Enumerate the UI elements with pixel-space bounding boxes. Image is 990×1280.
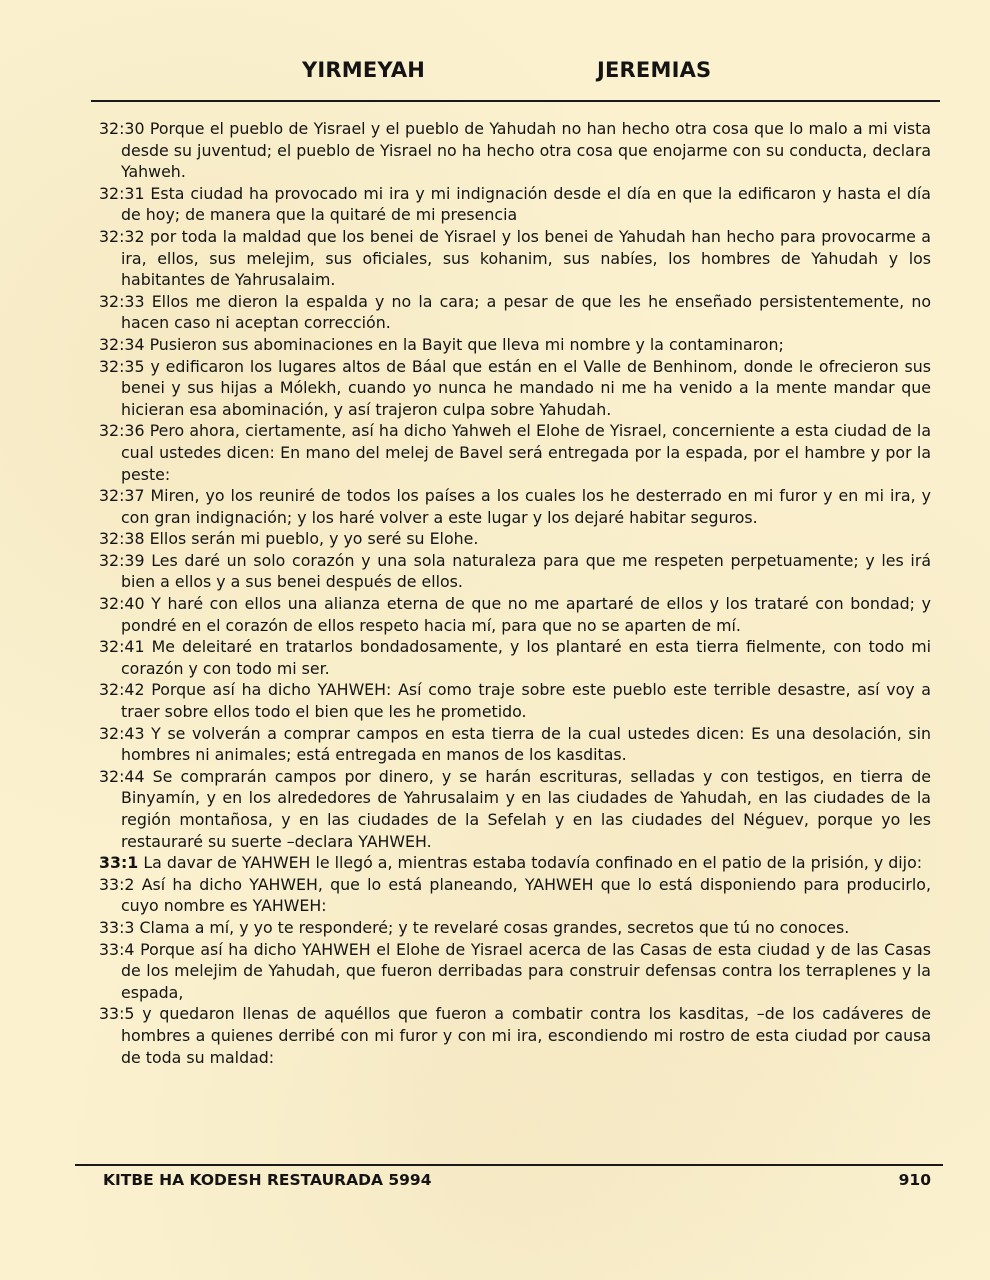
- verse: [99, 334, 931, 356]
- verse-text: Pero ahora, ciertamente, así ha dicho Yahweh el Elohe de Yisrael, concerniente a esta ciudad de la cual ustedes dicen: En mano del melej de Bavel será entregada por la espada, por el hambre y por la peste:: [121, 421, 931, 484]
- verse-number: 33:3: [99, 917, 135, 937]
- verse-number: 32:35: [99, 356, 145, 376]
- verse-number: 33:4: [99, 939, 135, 959]
- verse-text: Así ha dicho YAHWEH, que lo está planeando, YAHWEH que lo está disponiendo para producirlo, cuyo nombre es YAHWEH:: [121, 874, 931, 916]
- verse-number: 32:33: [99, 291, 145, 311]
- verse-number: 32:42: [99, 680, 145, 700]
- verse-number: 32:36: [99, 421, 145, 441]
- verse-text: La davar de YAHWEH le llegó a, mientras estaba todavía confinado en el patio de la prisión, y dijo:: [143, 853, 923, 873]
- verse: [99, 939, 931, 1004]
- verse: [99, 226, 931, 291]
- running-title-spanish: JEREMIAS: [597, 58, 712, 82]
- footer-divider: [75, 1164, 943, 1166]
- verse: [99, 291, 931, 334]
- verse: [99, 356, 931, 421]
- verse-number: 32:39: [99, 550, 145, 570]
- book-title: KITBE HA KODESH RESTAURADA 5994: [103, 1171, 432, 1189]
- verse-number: 32:32: [99, 226, 145, 246]
- verse: [99, 874, 931, 917]
- verse-text: Y se volverán a comprar campos en esta tierra de la cual ustedes dicen: Es una desolación, sin hombres ni animales; está entregada en manos de los kasditas.: [121, 723, 931, 765]
- verse: [99, 183, 931, 226]
- running-title-hebrew: YIRMEYAH: [302, 58, 426, 82]
- verse-number: 32:31: [99, 183, 145, 203]
- verse-number: 32:40: [99, 594, 145, 614]
- verse-number: 32:30: [99, 119, 145, 138]
- verse: [99, 528, 931, 550]
- verse: [99, 679, 931, 722]
- verse: [99, 636, 931, 679]
- verse-number: 33:2: [99, 874, 135, 894]
- verse-text: Les daré un solo corazón y una sola naturaleza para que me respeten perpetuamente; y les irá bien a ellos y a sus benei después de ellos.: [121, 550, 931, 592]
- verse-text: y edificaron los lugares altos de Báal que están en el Valle de Benhinom, donde le ofrecieron sus benei y sus hijas a Mólekh, cuando yo nunca he mandado ni me ha venido a la mente mandar que hicieran esa abominación, y así trajeron culpa sobre Yahudah.: [121, 356, 931, 419]
- verse-number: 33:5: [99, 1004, 135, 1024]
- verse-text: Miren, yo los reuniré de todos los países a los cuales los he desterrado en mi furor y en mi ira, y con gran indignación; y los haré volver a este lugar y los dejaré habitar seguros.: [121, 486, 931, 527]
- verse-number: 32:38: [99, 529, 145, 549]
- verse-text: y quedaron llenas de aquéllos que fueron a combatir contra los kasditas, –de los cadáveres de hombres a quienes derribé con mi furor y con mi ira, escondiendo mi rostro de esta ciudad por causa de toda su maldad:: [121, 1004, 932, 1067]
- verse-text: Esta ciudad ha provocado mi ira y mi indignación desde el día en que la edificaron y hasta el día de hoy; de manera que la quitaré de mi presencia: [121, 183, 931, 225]
- verse-text: por toda la maldad que los benei de Yisrael y los benei de Yahudah han hecho para provocarme a ira, ellos, sus melejim, sus oficiales, sus kohanim, sus nabíes, los hombres de Yahudah y los habitantes de Yahrusalaim.: [121, 226, 931, 290]
- verse-text: Clama a mí, y yo te responderé; y te revelaré cosas grandes, secretos que tú no conoces.: [139, 917, 850, 937]
- verse-text: Porque así ha dicho YAHWEH: Así como traje sobre este pueblo este terrible desastre, así voy a traer sobre ellos todo el bien que les he prometido.: [121, 680, 931, 722]
- verse-number: 32:41: [99, 637, 145, 657]
- verse-text: Se comprarán campos por dinero, y se harán escrituras, selladas y con testigos, en tierra de Binyamín, y en los alrededores de Yahrusalaim y en las ciudades de Yahudah, en las ciudades de la región montañosa, y en las ciudades de la Sefelah y en las ciudades del Néguev, porque yo les restauraré su suerte –declara YAHWEH.: [121, 766, 931, 851]
- verse: [99, 550, 931, 593]
- verse: [99, 1003, 931, 1068]
- verse: [99, 917, 931, 939]
- verse-text: Ellos serán mi pueblo, y yo seré su Elohe.: [149, 529, 479, 549]
- verse: [99, 420, 931, 485]
- verse: [99, 766, 931, 852]
- verse-text: Pusieron sus abominaciones en la Bayit que lleva mi nombre y la contaminaron;: [149, 334, 784, 354]
- verse-number: 32:43: [99, 723, 145, 743]
- verse: [99, 723, 931, 766]
- verse-text: Ellos me dieron la espalda y no la cara; a pesar de que les he enseñado persistentemente, no hacen caso ni aceptan corrección.: [121, 291, 931, 333]
- scripture-text: [99, 118, 931, 1068]
- verse-number: 32:34: [99, 334, 145, 354]
- verse-text: Y haré con ellos una alianza eterna de que no me apartaré de ellos y los trataré con bondad; y pondré en el corazón de ellos respeto hacia mí, para que no se aparten de mí.: [121, 594, 931, 635]
- verse: [99, 593, 931, 636]
- verse: [99, 852, 931, 874]
- verse-number: 32:37: [99, 486, 145, 506]
- verse-number: 33:1: [99, 853, 139, 873]
- header-divider: [91, 100, 940, 102]
- page-footer: [103, 1171, 931, 1193]
- verse-text: Me deleitaré en tratarlos bondadosamente, y los plantaré en esta tierra fielmente, con todo mi corazón y con todo mi ser.: [121, 637, 931, 678]
- verse-text: Porque así ha dicho YAHWEH el Elohe de Yisrael acerca de las Casas de esta ciudad y de las Casas de los melejim de Yahudah, que fueron derribadas para construir defensas contra los terraplenes y la espada,: [121, 939, 931, 1002]
- verse: [99, 485, 931, 528]
- verse-text: Porque el pueblo de Yisrael y el pueblo de Yahudah no han hecho otra cosa que lo malo a mi vista desde su juventud; el pueblo de Yisrael no ha hecho otra cosa que enojarme con su conducta, declara Yahweh.: [121, 119, 931, 182]
- page-number: 910: [898, 1171, 931, 1189]
- page-header: [0, 58, 990, 92]
- verse: [99, 118, 931, 183]
- verse-number: 32:44: [99, 766, 145, 786]
